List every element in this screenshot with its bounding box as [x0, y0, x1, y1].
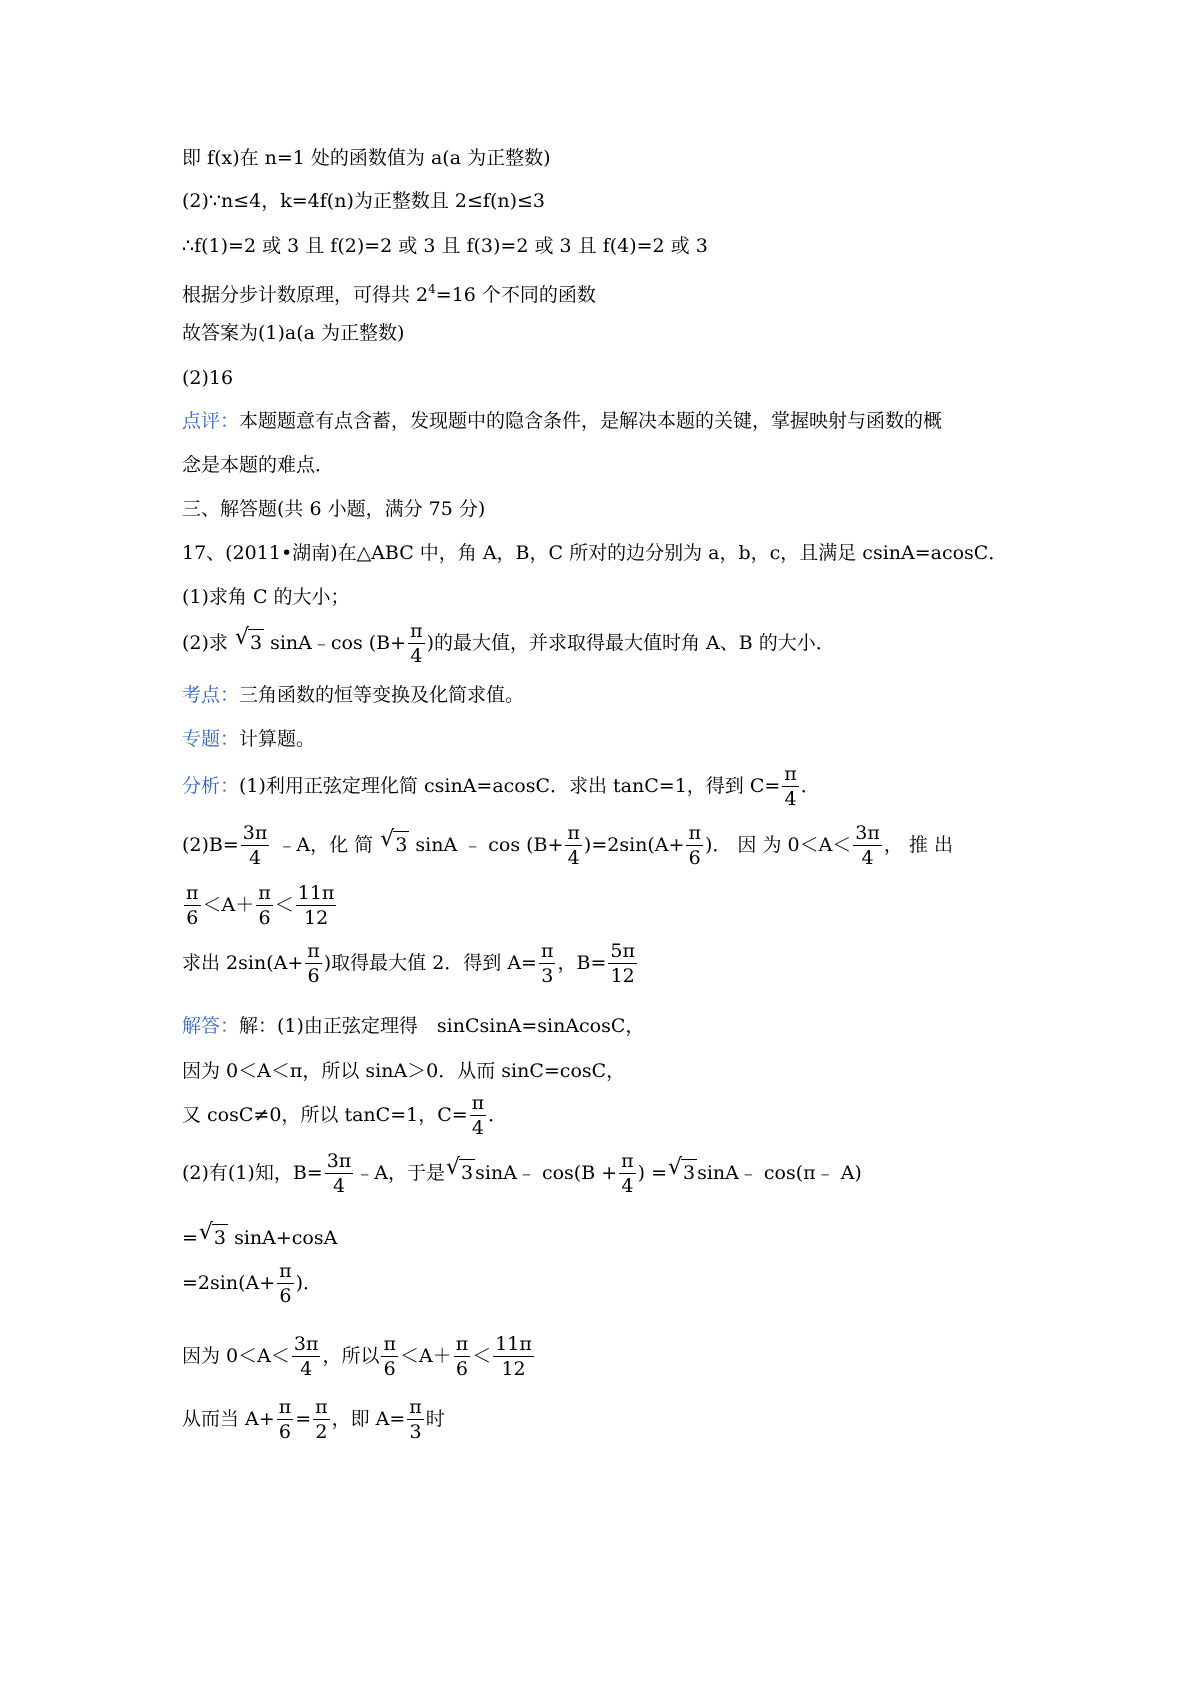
fraction: $\frac{\pi}{4}$ [567, 822, 580, 869]
solution-line-7: 因为 0＜A＜ $\frac{3\pi}{4}$ ，所以 $\frac{\pi}{6}$ ＜A＋ $\frac{\pi}{6}$ ＜ $\frac{11\pi}{12}$ [182, 1333, 532, 1380]
sqrt-symbol: √ 3 [236, 629, 264, 656]
sqrt-symbol: √ 3 [381, 831, 409, 858]
solution-line-1: 解答：解：(1)由正弦定理得 sinCsinA=sinAcosC， [182, 1015, 645, 1037]
fraction: $\frac{3\pi}{4}$ [855, 822, 880, 869]
sqrt-symbol: √ 3 [447, 1159, 475, 1186]
fraction: $\frac{\pi}{2}$ [315, 1396, 328, 1443]
sqrt-symbol: √ 3 [200, 1224, 228, 1251]
fraction: $\frac{11\pi}{12}$ [495, 1333, 532, 1380]
analysis-line-2: (2)B= $\frac{3\pi}{4}$ ﹣A，化 简 √ 3 sinA ﹣ cos (B+ $\frac{\pi}{4}$ )=2sin(A+ $\frac{\pi}{6}$ )． 因 为 0＜A＜ $\frac{3\pi}{4}$ ， 推 出 [182, 824, 953, 868]
solution-line-3: 又 cosC≠0，所以 tanC=1，C= $\frac{\pi}{4}$ ． [182, 1092, 508, 1139]
zhuanti-label: 专题： [182, 728, 240, 750]
comment-label: 点评： [182, 410, 240, 432]
fraction: $\frac{\pi}{6}$ [258, 882, 271, 929]
analysis-line-4: 求出 2sin(A+ $\frac{\pi}{6}$ )取得最大值 2．得到 A= $\frac{\pi}{3}$ ，B= $\frac{5\pi}{12}$ [182, 940, 635, 987]
comment-line-2: 念是本题的难点． [182, 454, 335, 476]
fraction: $\frac{3\pi}{4}$ [242, 822, 268, 869]
fraction: $\frac{\pi}{6}$ [455, 1333, 469, 1380]
line-2: (2)∵n≤4，k=4f(n)为正整数且 2≤f(n)≤3 [182, 190, 546, 212]
fraction: $\frac{\pi}{4}$ [471, 1092, 485, 1139]
problem-17-statement: 17、(2011•湖南)在△ABC 中，角 A，B，C 所对的边分别为 a，b，c，且满足 csinA=acosC． [182, 542, 1008, 564]
line-4: 根据分步计数原理，可得共 $2^4=16$ 个不同的函数 [182, 282, 596, 306]
solution-line-2: 因为 0＜A＜π，所以 sinA＞0．从而 sinC=cosC， [182, 1060, 626, 1082]
fraction: $\frac{\pi}{4}$ [410, 620, 423, 667]
line-5: 故答案为(1)a(a 为正整数) [182, 322, 405, 344]
fraction: $\frac{3\pi}{4}$ [293, 1333, 319, 1380]
kaodian-line: 考点：三角函数的恒等变换及化简求值。 [182, 684, 525, 706]
kaodian-label: 考点： [182, 684, 240, 706]
fraction: $\frac{5\pi}{12}$ [610, 940, 635, 987]
fraction: $\frac{\pi}{4}$ [621, 1150, 634, 1197]
sqrt-symbol: √ 3 [669, 1159, 697, 1186]
fraction: $\frac{3\pi}{4}$ [326, 1150, 352, 1197]
solution-label: 解答： [182, 1015, 240, 1037]
analysis-label: 分析： [182, 775, 240, 797]
problem-17-part-2: (2)求 √ 3 sinA﹣cos (B+ $\frac{\pi}{4}$ )的最大值，并求取得最大值时角 A、B 的大小． [182, 622, 835, 666]
analysis-line-3: $\frac{\pi}{6}$ ＜A＋ $\frac{\pi}{6}$ ＜ $\frac{11\pi}{12}$ [186, 882, 335, 929]
fraction: $\frac{\pi}{3}$ [409, 1396, 422, 1443]
fraction: $\frac{\pi}{6}$ [278, 1396, 292, 1443]
fraction: $\frac{\pi}{4}$ [784, 763, 797, 810]
solution-line-6: =2sin(A+ $\frac{\pi}{6}$ )． [182, 1260, 323, 1307]
analysis-line-1: 分析：(1)利用正弦定理化简 csinA=acosC．求出 tanC=1，得到 C= $\frac{\pi}{4}$ ． [182, 763, 820, 810]
fraction: $\frac{\pi}{6}$ [279, 1260, 292, 1307]
fraction: $\frac{\pi}{3}$ [540, 940, 554, 987]
fraction: $\frac{\pi}{6}$ [186, 882, 199, 929]
fraction: $\frac{11\pi}{12}$ [297, 882, 335, 929]
line-1: 即 f(x)在 n=1 处的函数值为 a(a 为正整数) [182, 147, 551, 169]
line-6: (2)16 [182, 367, 234, 389]
solution-line-8: 从而当 A+ $\frac{\pi}{6}$ = $\frac{\pi}{2}$ ，即 A= $\frac{\pi}{3}$ 时 [182, 1396, 445, 1443]
fraction: $\frac{\pi}{6}$ [688, 822, 701, 869]
comment-line-1: 点评：本题题意有点含蓄，发现题中的隐含条件，是解决本题的关键，掌握映射与函数的概 [182, 410, 943, 432]
fraction: $\frac{\pi}{6}$ [307, 940, 320, 987]
solution-line-5: =√ 3 sinA+cosA [182, 1224, 337, 1251]
section-heading: 三、解答题(共 6 小题，满分 75 分) [182, 498, 486, 520]
zhuanti-line: 专题：计算题。 [182, 728, 316, 750]
line-3: ∴f(1)=2 或 3 且 f(2)=2 或 3 且 f(3)=2 或 3 且 f(4)=2 或 3 [182, 235, 708, 257]
solution-line-4: (2)有(1)知，B= $\frac{3\pi}{4}$ ﹣A，于是√ 3 sinA﹣ cos(B + $\frac{\pi}{4}$ ) =√ 3 sinA﹣ cos(π﹣ A) [182, 1152, 862, 1196]
fraction: $\frac{\pi}{6}$ [383, 1333, 396, 1380]
problem-17-part-1: (1)求角 C 的大小； [182, 586, 350, 608]
